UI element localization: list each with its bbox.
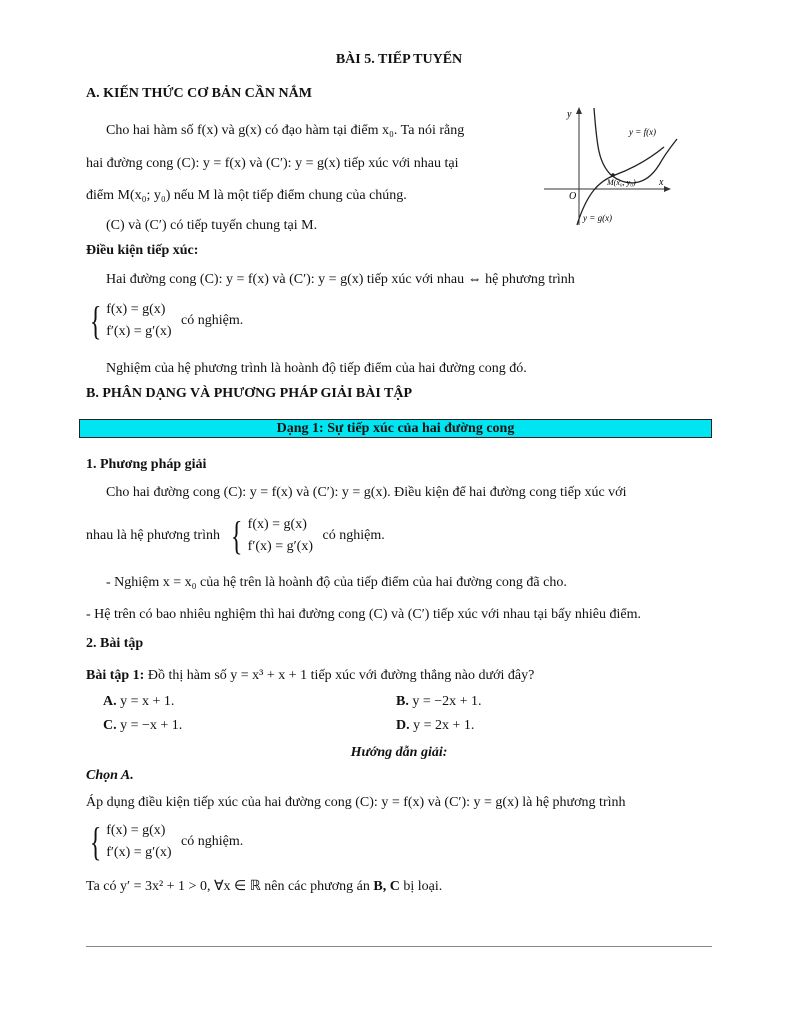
has-solution-text: có nghiệm. xyxy=(322,528,385,543)
origin-label: O xyxy=(569,191,577,202)
x-axis-arrow-icon xyxy=(664,186,671,192)
condition-line-1: Hai đường cong (C): y = f(x) và (C′): y = g(x) tiếp xúc với nhau ⇔ hệ phương trình xyxy=(106,272,575,287)
option-c: C. y = −x + 1. xyxy=(103,718,183,733)
equation-system xyxy=(86,820,172,864)
has-solution-text: có nghiệm. xyxy=(181,313,244,328)
tangent-point-icon xyxy=(611,173,615,177)
type-banner: Dạng 1: Sự tiếp xúc của hai đường cong xyxy=(79,419,712,438)
system-line-1: f(x) = g(x) xyxy=(106,302,166,317)
f-curve-label: y = f(x) xyxy=(629,127,657,137)
system-line-1: f(x) = g(x) xyxy=(106,823,166,838)
intro-line-1: Cho hai hàm số f(x) và g(x) có đạo hàm tại điểm x₀. Ta nói rằng xyxy=(106,123,465,138)
exercise-1-label: Bài tập 1: xyxy=(86,668,145,683)
system-line-2: f′(x) = g′(x) xyxy=(106,324,172,339)
exercise-1-text: Đồ thị hàm số y = x³ + x + 1 tiếp xúc với đường thẳng nào dưới đây? xyxy=(147,668,535,683)
section-b-heading: B. PHÂN DẠNG VÀ PHƯƠNG PHÁP GIẢI BÀI TẬP xyxy=(86,386,413,401)
condition-line-2: Nghiệm của hệ phương trình là hoành độ tiếp điểm của hai đường cong đó. xyxy=(106,361,527,376)
condition-system xyxy=(86,299,243,343)
condition-heading: Điều kiện tiếp xúc: xyxy=(86,243,199,258)
page-title: BÀI 5. TIẾP TUYẾN xyxy=(335,52,463,67)
intro-line-2: hai đường cong (C): y = f(x) và (C′): y = g(x) tiếp xúc với nhau tại xyxy=(86,156,459,171)
equation-system xyxy=(86,299,172,343)
section-a-heading: A. KIẾN THỨC CƠ BẢN CẦN NẮM xyxy=(86,86,312,101)
y-axis-arrow-icon xyxy=(576,107,582,114)
method-line-4: - Hệ trên có bao nhiêu nghiệm thì hai đường cong (C) và (C′) tiếp xúc với nhau tại bấy nhiêu điểm. xyxy=(86,607,641,622)
method-line-2: nhau là hệ phương trình xyxy=(86,528,220,543)
method-heading: 1. Phương pháp giải xyxy=(86,457,207,472)
g-curve-label: y = g(x) xyxy=(583,213,613,223)
system-line-2: f′(x) = g′(x) xyxy=(106,845,172,860)
guide-heading: Hướng dẫn giải: xyxy=(350,745,448,760)
intro-line-3: điểm M(x₀; y₀) nếu M là một tiếp điểm chung của chúng. xyxy=(86,188,407,203)
choice-label: Chọn A. xyxy=(86,768,134,783)
option-b: B. y = −2x + 1. xyxy=(396,694,482,709)
point-label: M(x₀, y₀) xyxy=(607,178,636,187)
has-solution-text: có nghiệm. xyxy=(181,834,244,849)
brace-icon: { xyxy=(89,298,102,343)
system-line-2: f′(x) = g′(x) xyxy=(247,539,314,554)
intro-line-4: (C) và (C′) có tiếp tuyến chung tại M. xyxy=(106,218,318,233)
option-d: D. y = 2x + 1. xyxy=(396,718,475,733)
method-line-1: Cho hai đường cong (C): y = f(x) và (C′): y = g(x). Điều kiện để hai đường cong tiếp xúc với xyxy=(106,485,627,500)
system-line-1: f(x) = g(x) xyxy=(247,517,307,532)
option-a: A. y = x + 1. xyxy=(103,694,175,709)
tangency-figure xyxy=(539,103,699,228)
solution-line-1: Áp dụng điều kiện tiếp xúc của hai đường cong (C): y = f(x) và (C′): y = g(x) là hệ phương trình xyxy=(86,795,626,810)
equation-system xyxy=(227,514,313,558)
exercise-1 xyxy=(86,666,534,686)
brace-icon: { xyxy=(89,819,102,864)
x-axis-label: x xyxy=(659,177,664,188)
curve-f xyxy=(594,108,677,183)
footer-divider xyxy=(86,946,712,947)
answer-options xyxy=(103,690,703,738)
method-line-3: - Nghiệm x = x₀ của hệ trên là hoành độ của tiếp điểm của hai đường cong đã cho. xyxy=(106,575,567,590)
exercises-heading: 2. Bài tập xyxy=(86,636,144,651)
method-system-row xyxy=(86,514,385,558)
brace-icon: { xyxy=(231,513,243,558)
y-axis-label: y xyxy=(567,109,572,120)
solution-system-row xyxy=(86,820,243,864)
solution-line-2: Ta có y′ = 3x² + 1 > 0, ∀x ∈ ℝ nên các phương án B, C bị loại. xyxy=(86,879,443,894)
